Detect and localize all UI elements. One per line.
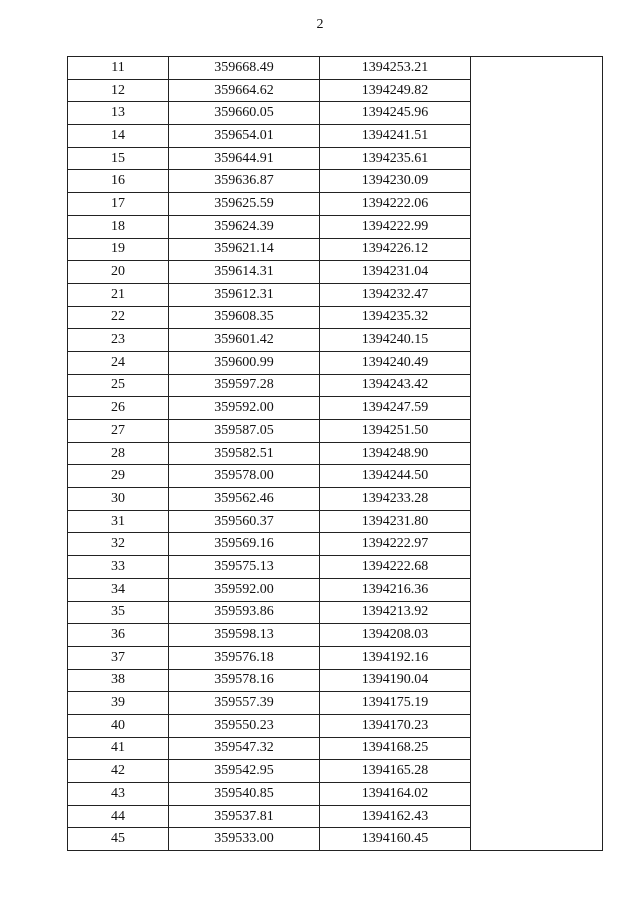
point-number-cell: 11 — [68, 57, 169, 80]
y-coordinate-cell: 1394251.50 — [320, 420, 471, 443]
y-coordinate-cell: 1394216.36 — [320, 578, 471, 601]
y-coordinate-cell: 1394222.68 — [320, 556, 471, 579]
x-coordinate-cell: 359624.39 — [169, 215, 320, 238]
point-number-cell: 43 — [68, 783, 169, 806]
y-coordinate-cell: 1394240.15 — [320, 329, 471, 352]
point-number-cell: 45 — [68, 828, 169, 851]
x-coordinate-cell: 359562.46 — [169, 488, 320, 511]
y-coordinate-cell: 1394235.61 — [320, 147, 471, 170]
point-number-cell: 20 — [68, 261, 169, 284]
point-number-cell: 29 — [68, 465, 169, 488]
y-coordinate-cell: 1394160.45 — [320, 828, 471, 851]
point-number-cell: 15 — [68, 147, 169, 170]
y-coordinate-cell: 1394249.82 — [320, 79, 471, 102]
point-number-cell: 22 — [68, 306, 169, 329]
point-number-cell: 25 — [68, 374, 169, 397]
x-coordinate-cell: 359625.59 — [169, 193, 320, 216]
x-coordinate-cell: 359569.16 — [169, 533, 320, 556]
y-coordinate-cell: 1394240.49 — [320, 351, 471, 374]
y-coordinate-cell: 1394226.12 — [320, 238, 471, 261]
point-number-cell: 31 — [68, 510, 169, 533]
point-number-cell: 21 — [68, 283, 169, 306]
point-number-cell: 35 — [68, 601, 169, 624]
point-number-cell: 40 — [68, 714, 169, 737]
x-coordinate-cell: 359636.87 — [169, 170, 320, 193]
point-number-cell: 38 — [68, 669, 169, 692]
point-number-cell: 16 — [68, 170, 169, 193]
x-coordinate-cell: 359598.13 — [169, 624, 320, 647]
x-coordinate-cell: 359578.00 — [169, 465, 320, 488]
x-coordinate-cell: 359592.00 — [169, 397, 320, 420]
y-coordinate-cell: 1394253.21 — [320, 57, 471, 80]
point-number-cell: 42 — [68, 760, 169, 783]
point-number-cell: 30 — [68, 488, 169, 511]
coordinates-table-body — [68, 57, 603, 851]
x-coordinate-cell: 359593.86 — [169, 601, 320, 624]
point-number-cell: 41 — [68, 737, 169, 760]
x-coordinate-cell: 359664.62 — [169, 79, 320, 102]
y-coordinate-cell: 1394244.50 — [320, 465, 471, 488]
coordinates-table — [67, 56, 603, 851]
y-coordinate-cell: 1394232.47 — [320, 283, 471, 306]
x-coordinate-cell: 359660.05 — [169, 102, 320, 125]
x-coordinate-cell: 359644.91 — [169, 147, 320, 170]
point-number-cell: 39 — [68, 692, 169, 715]
x-coordinate-cell: 359614.31 — [169, 261, 320, 284]
y-coordinate-cell: 1394245.96 — [320, 102, 471, 125]
x-coordinate-cell: 359550.23 — [169, 714, 320, 737]
point-number-cell: 26 — [68, 397, 169, 420]
point-number-cell: 28 — [68, 442, 169, 465]
x-coordinate-cell: 359654.01 — [169, 125, 320, 148]
x-coordinate-cell: 359576.18 — [169, 646, 320, 669]
x-coordinate-cell: 359575.13 — [169, 556, 320, 579]
y-coordinate-cell: 1394208.03 — [320, 624, 471, 647]
y-coordinate-cell: 1394170.23 — [320, 714, 471, 737]
y-coordinate-cell: 1394192.16 — [320, 646, 471, 669]
point-number-cell: 13 — [68, 102, 169, 125]
y-coordinate-cell: 1394168.25 — [320, 737, 471, 760]
x-coordinate-cell: 359540.85 — [169, 783, 320, 806]
x-coordinate-cell: 359608.35 — [169, 306, 320, 329]
x-coordinate-cell: 359582.51 — [169, 442, 320, 465]
page-number: 2 — [316, 17, 324, 32]
point-number-cell: 27 — [68, 420, 169, 443]
y-coordinate-cell: 1394241.51 — [320, 125, 471, 148]
point-number-cell: 36 — [68, 624, 169, 647]
y-coordinate-cell: 1394222.97 — [320, 533, 471, 556]
point-number-cell: 18 — [68, 215, 169, 238]
point-number-cell: 44 — [68, 805, 169, 828]
x-coordinate-cell: 359621.14 — [169, 238, 320, 261]
notes-cell — [471, 57, 603, 851]
point-number-cell: 23 — [68, 329, 169, 352]
y-coordinate-cell: 1394222.99 — [320, 215, 471, 238]
point-number-cell: 24 — [68, 351, 169, 374]
point-number-cell: 19 — [68, 238, 169, 261]
y-coordinate-cell: 1394162.43 — [320, 805, 471, 828]
y-coordinate-cell: 1394235.32 — [320, 306, 471, 329]
y-coordinate-cell: 1394243.42 — [320, 374, 471, 397]
y-coordinate-cell: 1394233.28 — [320, 488, 471, 511]
y-coordinate-cell: 1394222.06 — [320, 193, 471, 216]
y-coordinate-cell: 1394175.19 — [320, 692, 471, 715]
x-coordinate-cell: 359537.81 — [169, 805, 320, 828]
point-number-cell: 17 — [68, 193, 169, 216]
table-row — [68, 57, 603, 80]
point-number-cell: 12 — [68, 79, 169, 102]
x-coordinate-cell: 359542.95 — [169, 760, 320, 783]
y-coordinate-cell: 1394190.04 — [320, 669, 471, 692]
x-coordinate-cell: 359533.00 — [169, 828, 320, 851]
x-coordinate-cell: 359578.16 — [169, 669, 320, 692]
x-coordinate-cell: 359560.37 — [169, 510, 320, 533]
y-coordinate-cell: 1394231.80 — [320, 510, 471, 533]
x-coordinate-cell: 359597.28 — [169, 374, 320, 397]
x-coordinate-cell: 359557.39 — [169, 692, 320, 715]
x-coordinate-cell: 359668.49 — [169, 57, 320, 80]
point-number-cell: 14 — [68, 125, 169, 148]
y-coordinate-cell: 1394213.92 — [320, 601, 471, 624]
x-coordinate-cell: 359600.99 — [169, 351, 320, 374]
y-coordinate-cell: 1394248.90 — [320, 442, 471, 465]
x-coordinate-cell: 359601.42 — [169, 329, 320, 352]
x-coordinate-cell: 359587.05 — [169, 420, 320, 443]
x-coordinate-cell: 359612.31 — [169, 283, 320, 306]
y-coordinate-cell: 1394247.59 — [320, 397, 471, 420]
point-number-cell: 34 — [68, 578, 169, 601]
x-coordinate-cell: 359547.32 — [169, 737, 320, 760]
point-number-cell: 32 — [68, 533, 169, 556]
x-coordinate-cell: 359592.00 — [169, 578, 320, 601]
point-number-cell: 33 — [68, 556, 169, 579]
y-coordinate-cell: 1394165.28 — [320, 760, 471, 783]
point-number-cell: 37 — [68, 646, 169, 669]
y-coordinate-cell: 1394164.02 — [320, 783, 471, 806]
y-coordinate-cell: 1394231.04 — [320, 261, 471, 284]
y-coordinate-cell: 1394230.09 — [320, 170, 471, 193]
